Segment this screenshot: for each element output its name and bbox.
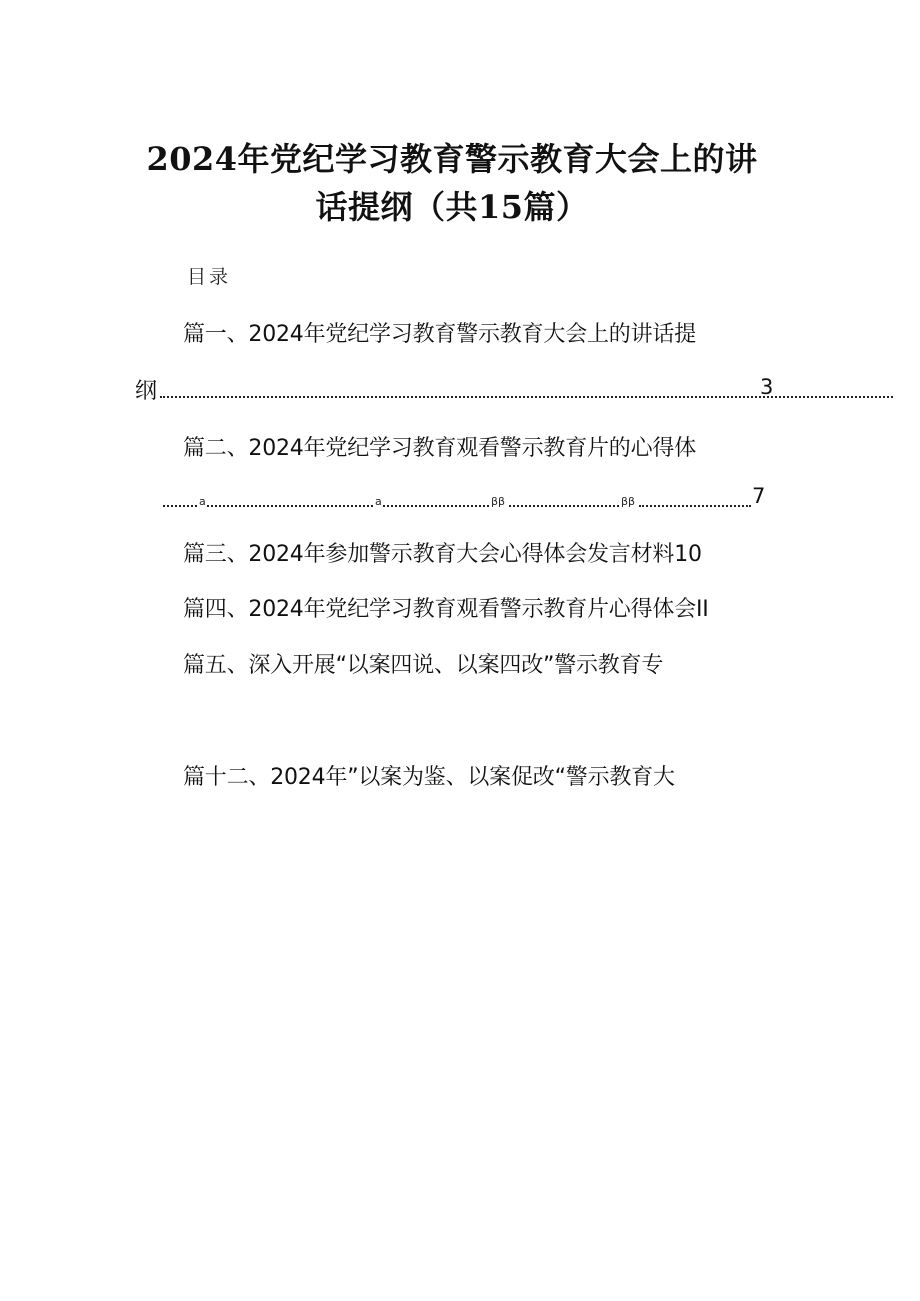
toc-entry-2-leader-seg-4 (509, 483, 619, 507)
toc-entry-2-artifact-4: ββ (621, 495, 636, 508)
toc-entry-2-leader-seg-2 (207, 483, 373, 507)
toc-entry-1-wrap-text: 纲 (135, 379, 158, 404)
toc-entry-1-wrap[interactable] (135, 374, 157, 405)
toc-entry-2[interactable]: 篇二、2024年党纪学习教育观看警示教育片的心得体 (183, 436, 696, 461)
toc-entry-2-artifact-2: a (375, 495, 382, 508)
toc-entry-12[interactable]: 篇十二、2024年”以案为鉴、以案促改“警示教育大 (183, 765, 675, 790)
toc-entry-2-page: 7 (752, 484, 766, 508)
document-title-line-1: 2024年党纪学习教育警示教育大会上的讲 (146, 140, 758, 178)
toc-entry-2-leader-seg-1 (163, 483, 197, 507)
toc-entry-2-leader-seg-5 (639, 483, 751, 507)
toc-heading: 目录 (187, 266, 232, 288)
toc-entry-1[interactable]: 篇一、2024年党纪学习教育警示教育大会上的讲话提 (183, 322, 696, 347)
toc-entry-4[interactable]: 篇四、2024年党纪学习教育观看警示教育片心得体会II (183, 597, 709, 622)
toc-entry-2-artifact-3: ββ (491, 495, 506, 508)
document-title-line-2: 话提纲（共15篇） (315, 188, 589, 226)
toc-entry-1-leader (160, 374, 893, 398)
toc-entry-3[interactable]: 篇三、2024年参加警示教育大会心得体会发言材料10 (183, 542, 702, 567)
toc-entry-5[interactable]: 篇五、深入开展“以案四说、以案四改”警示教育专 (183, 653, 664, 678)
toc-entry-2-artifact-1: a (199, 495, 206, 508)
toc-entry-2-leader-seg-3 (383, 483, 489, 507)
toc-entry-2-leader-line (163, 483, 753, 509)
toc-entry-1-page: 3 (760, 375, 774, 399)
